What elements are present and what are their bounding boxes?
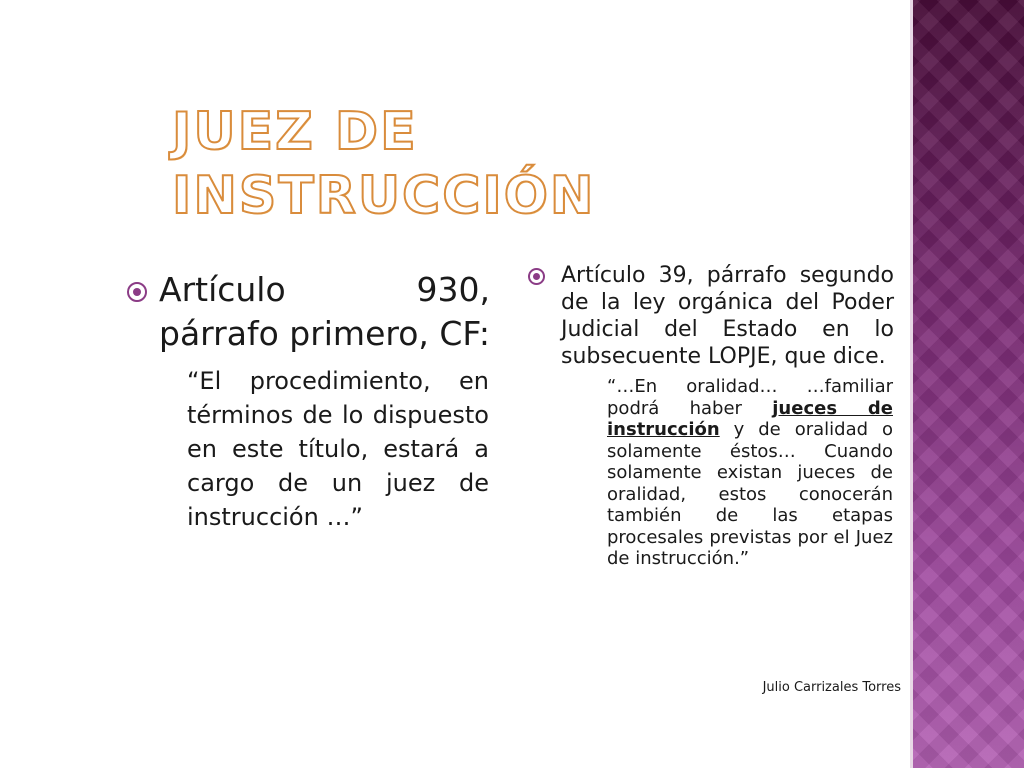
right-quote-part-2: y de oralidad o solamente éstos… Cuando solamente existan jueces de oralidad, estos conocerán también de las etapas procesales previstas por el Juez de instrucción.” [607,419,893,569]
circle-dot-bullet-icon [127,282,147,302]
left-column [127,268,491,534]
author-footer: Julio Carrizales Torres [762,680,901,695]
right-bullet-text: Artículo 39, párrafo segundo de la ley orgánica del Poder Judicial del Estado en lo subsecuente LOPJE, que dice. [561,263,894,369]
right-quote [607,376,893,570]
circle-dot-bullet-icon [528,268,545,285]
right-quote-part-1: “…En oralidad… …familiar podrá haber [607,376,893,419]
right-column [528,262,894,570]
right-bullet-item [528,262,894,370]
slide-title: JUEZ DE INSTRUCCIÓN [172,102,596,226]
decorative-side-band [913,0,1024,768]
left-bullet-item [127,268,491,356]
left-quote: “El procedimiento, en términos de lo dispuesto en este título, estará a cargo de un juez de instrucción …” [187,367,489,531]
left-bullet-text: Artículo 930, párrafo primero, CF: [159,270,490,353]
right-quote-underlined-term: jueces de instrucción [607,397,893,440]
